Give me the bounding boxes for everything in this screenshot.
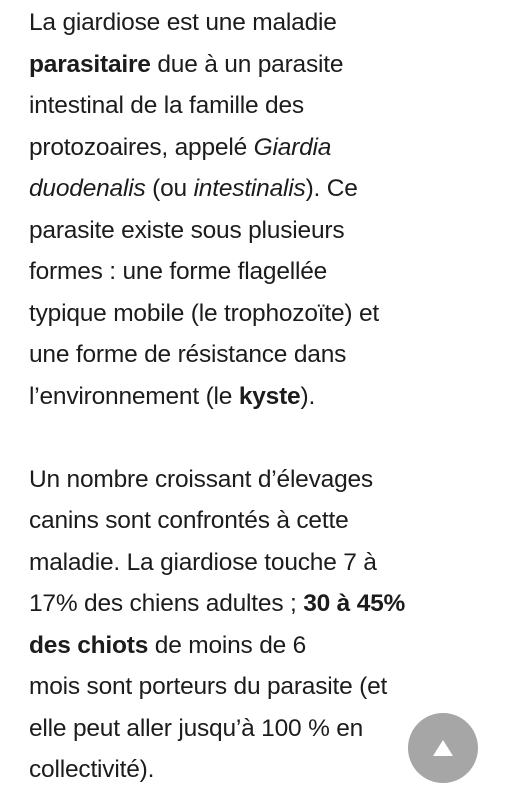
- bold-term-parasitaire: parasitaire: [29, 50, 151, 78]
- text-line: parasite existe sous plusieurs: [29, 216, 345, 244]
- scroll-to-top-button[interactable]: [408, 713, 478, 783]
- text-line: protozoaires, appelé Giardia: [29, 133, 332, 161]
- text-line: collectivité).: [29, 756, 155, 783]
- bold-stat-percentage: 30 à 45%: [303, 590, 406, 617]
- paragraph-giardiose-definition: [29, 2, 489, 417]
- bold-term-kyste: kyste: [238, 382, 301, 410]
- bold-stat-chiots: des chiots: [29, 631, 149, 659]
- italic-term-intestinalis: intestinalis: [193, 175, 306, 202]
- italic-term-duodenalis: duodenalis: [29, 175, 146, 202]
- arrow-up-icon: [433, 740, 453, 756]
- text-line: La giardiose est une maladie: [29, 9, 337, 36]
- text-line: parasitaire due à un parasite: [29, 50, 344, 78]
- italic-term-giardia: Giardia: [253, 133, 332, 161]
- text-line: une forme de résistance dans: [29, 341, 347, 368]
- paragraph-spacer: [29, 417, 489, 459]
- text-line: 17% des chiens adultes ; 30 à 45%: [29, 590, 406, 617]
- text-line: des chiots de moins de 6: [29, 631, 307, 659]
- text-line: typique mobile (le trophozoïte) et: [29, 299, 380, 327]
- text-line: intestinal de la famille des: [29, 92, 304, 119]
- text-line: duodenalis (ou intestinalis). Ce: [29, 175, 358, 202]
- text-line: maladie. La giardiose touche 7 à: [29, 548, 377, 576]
- text-line: formes : une forme flagellée: [29, 258, 328, 285]
- text-line: mois sont porteurs du parasite (et: [29, 673, 388, 700]
- article-body: [29, 0, 489, 791]
- text-line: elle peut aller jusqu’à 100 % en: [29, 714, 364, 742]
- text-line: l’environnement (le kyste).: [29, 382, 316, 410]
- text-line: canins sont confrontés à cette: [29, 507, 349, 534]
- text-line: Un nombre croissant d’élevages: [29, 465, 373, 493]
